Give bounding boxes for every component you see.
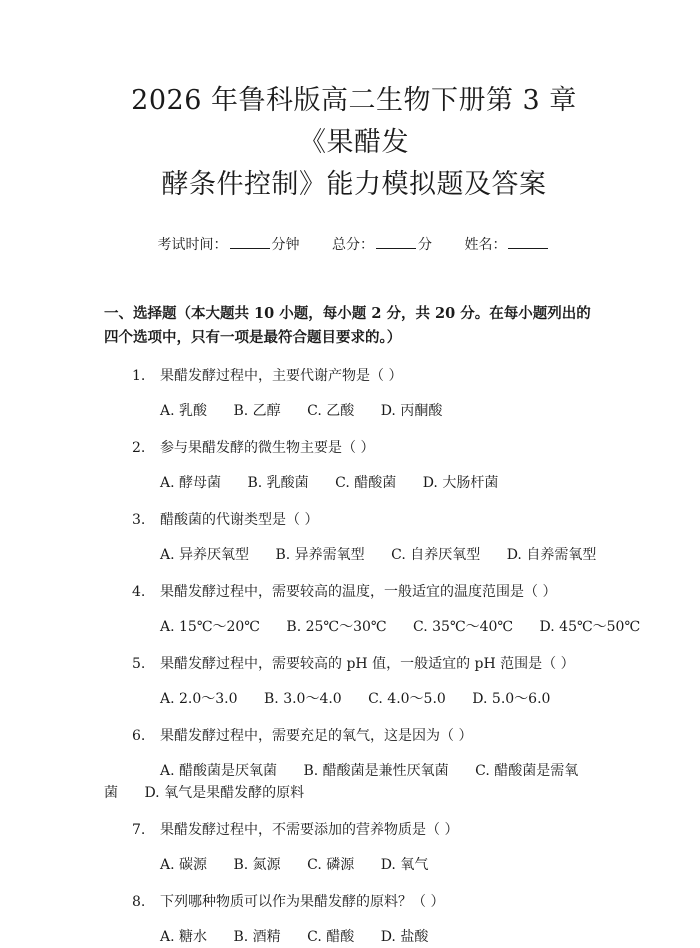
option-d: D. 大肠杆菌 <box>422 475 499 491</box>
question-text: 参与果醋发酵的微生物主要是（ ） <box>160 440 375 456</box>
option-c: C. 磷源 <box>307 857 355 873</box>
option-c: C. 醋酸菌是需氧菌 <box>104 763 579 801</box>
option-b: B. 异养需氧型 <box>275 547 365 563</box>
option-b: B. 乳酸菌 <box>247 475 309 491</box>
question-3 <box>104 510 604 530</box>
option-d: D. 盐酸 <box>380 929 429 945</box>
exam-time-label: 考试时间： <box>157 237 228 253</box>
question-7 <box>104 820 604 840</box>
question-text: 果醋发酵过程中，需要较高的 pH 值，一般适宜的 pH 范围是（ ） <box>160 656 575 672</box>
question-number: 4. <box>132 584 146 600</box>
question-6-options <box>104 760 604 804</box>
question-8-options <box>104 926 604 948</box>
title-line-1: 2026 年鲁科版高二生物下册第 3 章《果醋发 <box>131 85 577 158</box>
question-4 <box>104 582 604 602</box>
option-a: A. 糖水 <box>160 929 208 945</box>
question-2 <box>104 438 604 458</box>
exam-time-unit: 分钟 <box>271 237 300 253</box>
question-5-options <box>104 688 604 710</box>
student-name-label: 姓名： <box>464 237 507 253</box>
question-number: 1. <box>132 368 146 384</box>
total-score-field <box>332 237 436 253</box>
question-3-options <box>104 544 604 566</box>
question-number: 8. <box>132 894 146 910</box>
option-d: D. 自养需氧型 <box>506 547 597 563</box>
option-d: D. 氧气是果醋发酵的原料 <box>144 785 305 801</box>
option-a: A. 碳源 <box>160 857 208 873</box>
question-6 <box>104 726 604 746</box>
question-number: 3. <box>132 512 146 528</box>
total-score-label: 总分： <box>332 237 374 253</box>
question-text: 果醋发酵过程中，需要较高的温度，一般适宜的温度范围是（ ） <box>160 584 557 600</box>
option-b: B. 25℃～30℃ <box>286 619 387 635</box>
question-2-options <box>104 472 604 494</box>
title-line-2: 酵条件控制》能力模拟题及答案 <box>161 169 547 200</box>
option-a: A. 乳酸 <box>160 403 208 419</box>
question-4-options <box>104 616 641 638</box>
option-d: D. 氧气 <box>380 857 429 873</box>
option-b: B. 酒精 <box>233 929 281 945</box>
question-text: 下列哪种物质可以作为果醋发酵的原料？（ ） <box>160 894 445 910</box>
section-heading-choice: 一、选择题（本大题共 10 小题，每小题 2 分，共 20 分。在每小题列出的四个选项中，只有一项是最符合题目要求的。） <box>104 305 591 346</box>
option-a: A. 15℃～20℃ <box>160 619 260 635</box>
option-b: B. 氮源 <box>233 857 281 873</box>
document-title <box>104 80 604 206</box>
question-text: 果醋发酵过程中，需要充足的氧气，这是因为（ ） <box>160 728 473 744</box>
option-c: C. 醋酸菌 <box>335 475 397 491</box>
total-score-unit: 分 <box>418 237 432 253</box>
option-d: D. 45℃～50℃ <box>539 619 641 635</box>
question-text: 果醋发酵过程中，主要代谢产物是（ ） <box>160 368 403 384</box>
student-name-field <box>464 237 550 253</box>
student-name-blank <box>508 234 548 249</box>
total-score-blank <box>376 234 416 249</box>
question-number: 2. <box>132 440 146 456</box>
option-b: B. 醋酸菌是兼性厌氧菌 <box>303 763 449 779</box>
option-b: B. 乙醇 <box>233 403 281 419</box>
option-c: C. 4.0～5.0 <box>368 691 446 707</box>
option-c: C. 乙酸 <box>307 403 355 419</box>
question-8 <box>104 892 604 912</box>
option-d: D. 丙酮酸 <box>380 403 443 419</box>
question-text: 果醋发酵过程中，不需要添加的营养物质是（ ） <box>160 822 459 838</box>
exam-meta <box>104 234 604 254</box>
option-d: D. 5.0～6.0 <box>472 691 551 707</box>
option-c: C. 自养厌氧型 <box>391 547 481 563</box>
exam-time-field <box>158 237 304 253</box>
question-number: 6. <box>132 728 146 744</box>
question-number: 7. <box>132 822 146 838</box>
option-c: C. 醋酸 <box>307 929 355 945</box>
question-5 <box>104 654 604 674</box>
question-1 <box>104 366 604 386</box>
option-c: C. 35℃～40℃ <box>413 619 514 635</box>
question-number: 5. <box>132 656 146 672</box>
option-a: A. 酵母菌 <box>160 475 222 491</box>
question-text: 醋酸菌的代谢类型是（ ） <box>160 512 319 528</box>
question-7-options <box>104 854 604 876</box>
question-1-options <box>104 400 604 422</box>
option-b: B. 3.0～4.0 <box>264 691 342 707</box>
exam-time-blank <box>230 234 270 249</box>
option-a: A. 异养厌氧型 <box>160 547 250 563</box>
question-list <box>104 366 641 948</box>
option-a: A. 2.0～3.0 <box>160 691 238 707</box>
option-a: A. 醋酸菌是厌氧菌 <box>160 763 278 779</box>
